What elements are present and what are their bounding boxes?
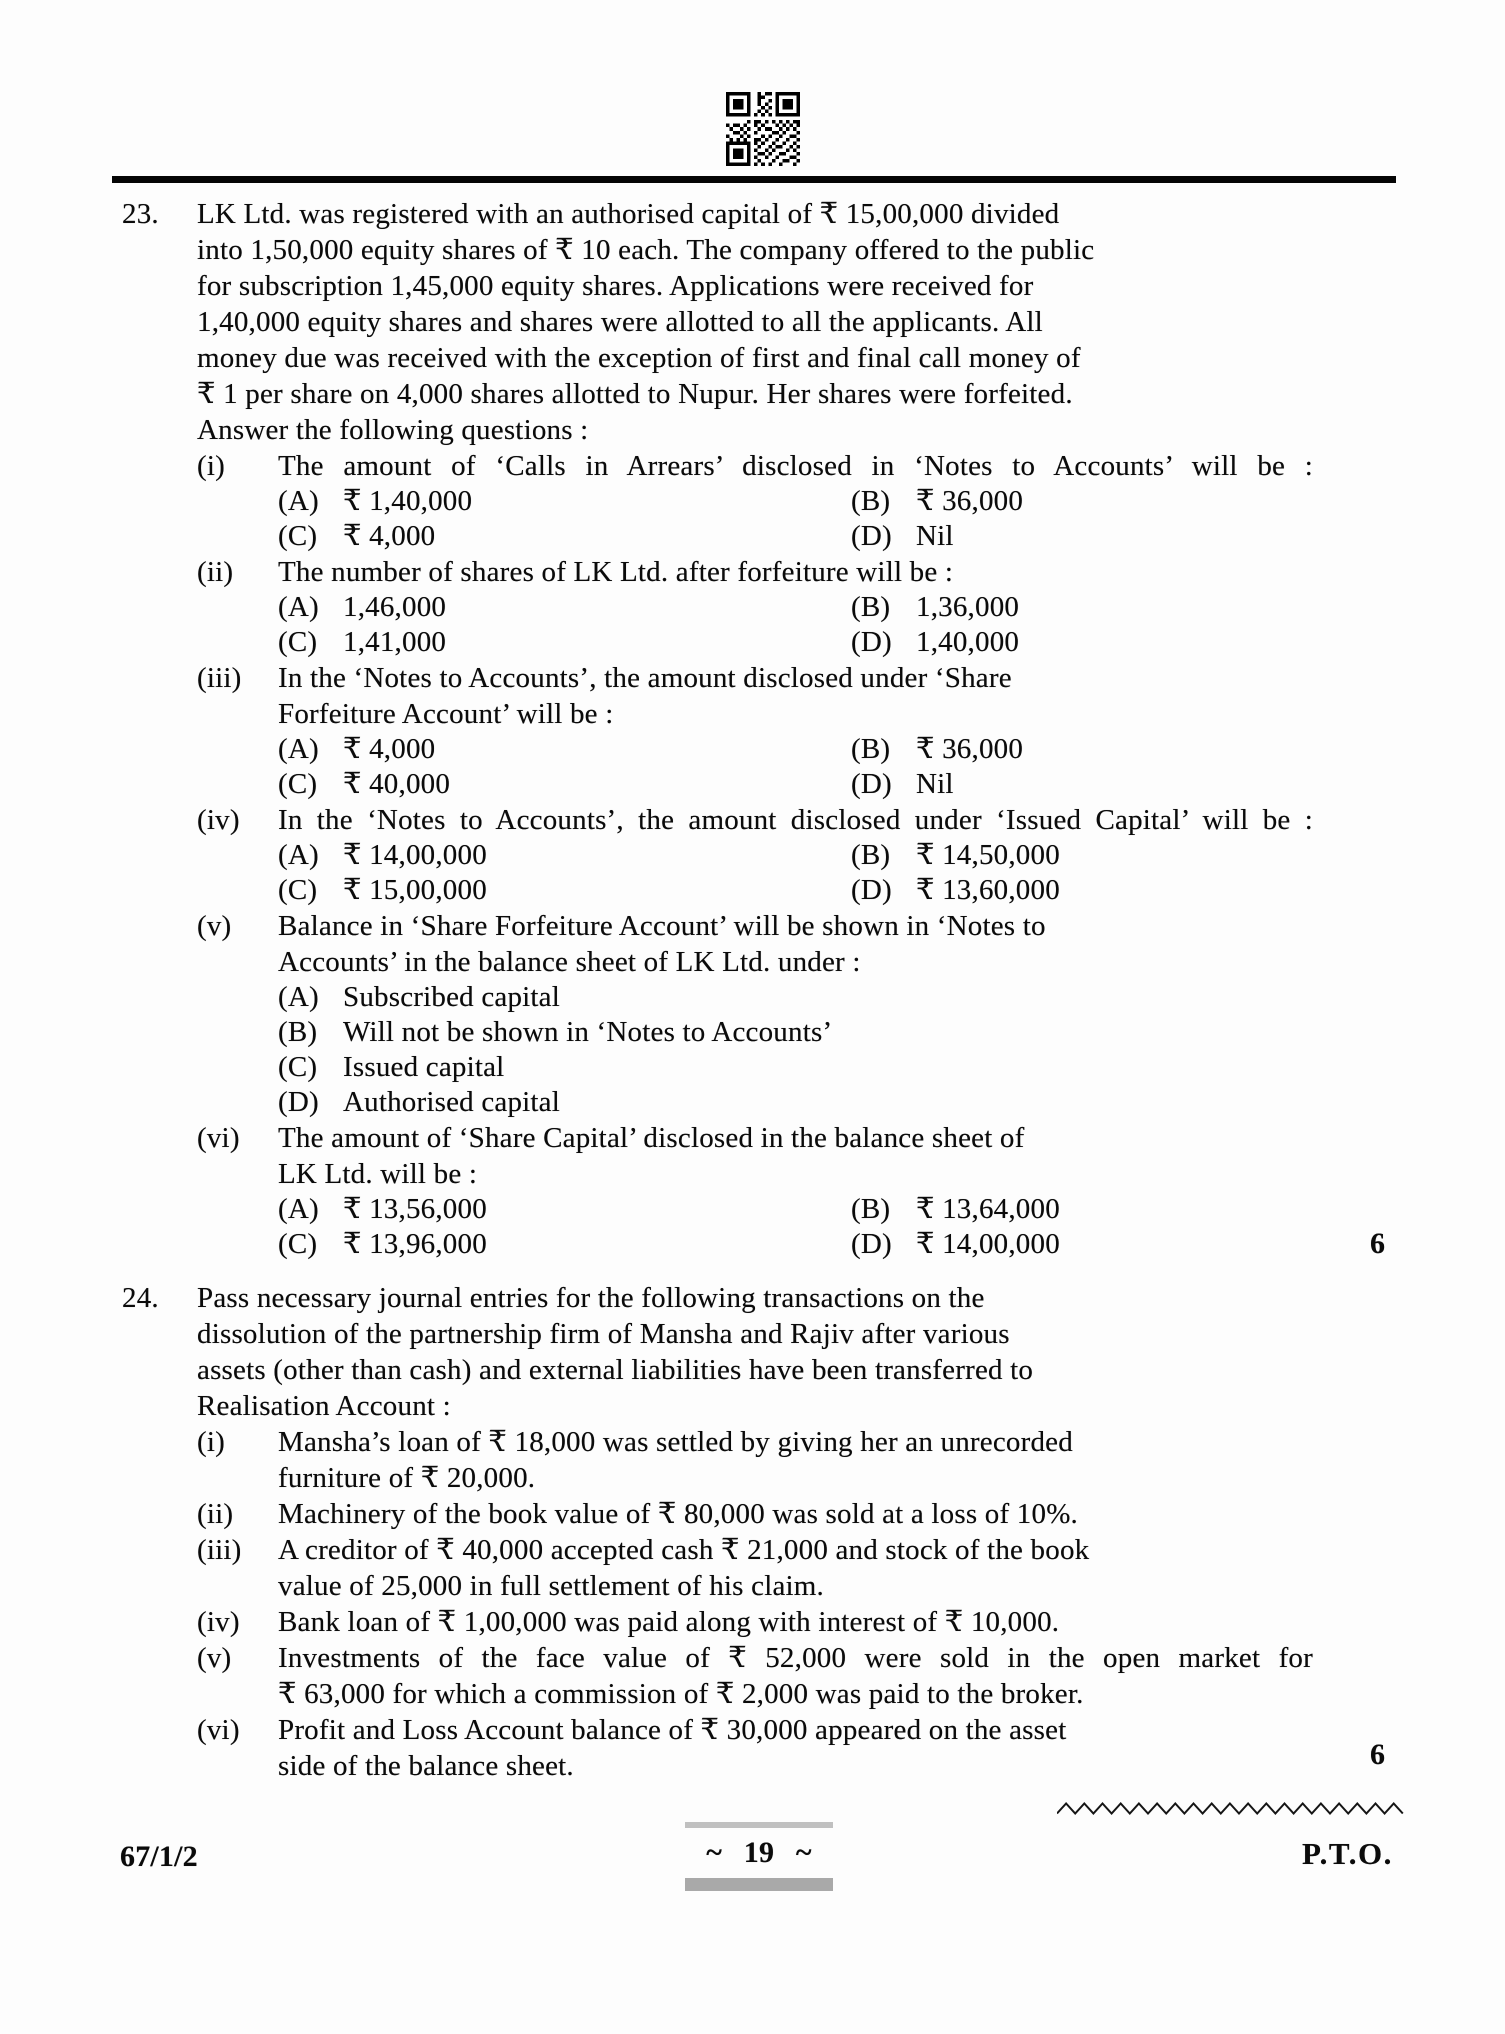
option-label: (C) (278, 1228, 318, 1260)
item-vi (197, 1712, 1313, 1784)
question-23-intro (197, 196, 1313, 412)
text-line: LK Ltd. was registered with an authorised capital of ₹ 15,00,000 divided (197, 198, 1060, 230)
question-23-number: 23. (122, 198, 159, 230)
item-v (197, 1640, 1313, 1712)
option-a (278, 838, 851, 873)
option-label: (D) (851, 874, 892, 906)
item-numeral: (iv) (197, 1606, 240, 1638)
marks-question-23: 6 (1370, 1227, 1386, 1260)
option-value: ₹ 13,64,000 (916, 1193, 1060, 1225)
option-d (851, 767, 1313, 802)
option-label: (C) (278, 768, 318, 800)
option-label: (D) (851, 626, 892, 658)
option-a (278, 732, 851, 767)
option-c (278, 519, 851, 554)
option-c (278, 873, 851, 908)
option-value: ₹ 4,000 (343, 733, 436, 765)
text-line: into 1,50,000 equity shares of ₹ 10 each. The company offered to the public (197, 234, 1095, 266)
option-label: (A) (278, 485, 319, 517)
page-content (122, 196, 1386, 1784)
item-iii (197, 1532, 1313, 1604)
option-label: (D) (851, 768, 892, 800)
text-line: ₹ 1 per share on 4,000 shares allotted to Nupur. Her shares were forfeited. (197, 378, 1073, 410)
option-b (851, 838, 1313, 873)
option-label: (A) (278, 839, 319, 871)
option-value: Authorised capital (343, 1086, 561, 1118)
option-value: ₹ 4,000 (343, 520, 436, 552)
text-line: Realisation Account : (197, 1390, 451, 1422)
option-a (278, 980, 1313, 1015)
sub-question-text (278, 660, 1313, 732)
option-value: ₹ 14,00,000 (343, 839, 487, 871)
item-text (278, 1496, 1313, 1532)
option-value: Subscribed capital (343, 981, 561, 1013)
option-value: ₹ 13,60,000 (916, 874, 1060, 906)
option-label: (C) (278, 1051, 318, 1083)
item-text (278, 1532, 1313, 1604)
text-line: Accounts’ in the balance sheet of LK Ltd. under : (278, 946, 861, 978)
zigzag-divider (1057, 1801, 1404, 1816)
option-d (851, 1227, 1313, 1262)
item-text (278, 1604, 1313, 1640)
option-label: (C) (278, 520, 318, 552)
option-value: Issued capital (343, 1051, 505, 1083)
item-numeral: (vi) (197, 1714, 240, 1746)
text-line: Forfeiture Account’ will be : (278, 698, 614, 730)
options-grid (278, 1192, 1313, 1262)
option-d (278, 1085, 1313, 1120)
item-i (197, 1424, 1313, 1496)
sub-numeral: (i) (197, 450, 225, 482)
options-grid (278, 590, 1313, 660)
options-grid (278, 732, 1313, 802)
top-rule (112, 176, 1396, 183)
item-numeral: (iii) (197, 1534, 242, 1566)
paper-code: 67/1/2 (120, 1840, 198, 1873)
option-label: (D) (851, 1228, 892, 1260)
option-label: (D) (851, 520, 892, 552)
option-label: (C) (278, 874, 318, 906)
item-numeral: (ii) (197, 1498, 234, 1530)
text-line: In the ‘Notes to Accounts’, the amount disclosed under ‘Issued Capital’ will be : (278, 804, 1313, 836)
page-number-block (685, 1822, 833, 1891)
pto-label: P.T.O. (1302, 1836, 1393, 1871)
sub-body (278, 908, 1313, 1120)
answer-prompt: Answer the following questions : (197, 414, 589, 446)
text-line: In the ‘Notes to Accounts’, the amount disclosed under ‘Share (278, 662, 1012, 694)
options-grid (278, 484, 1313, 554)
sub-question-v (197, 908, 1313, 1120)
sub-body (278, 1120, 1313, 1262)
option-b (278, 1015, 1313, 1050)
text-line: Profit and Loss Account balance of ₹ 30,000 appeared on the asset (278, 1714, 1067, 1746)
question-23 (122, 196, 1386, 1262)
text-line: A creditor of ₹ 40,000 accepted cash ₹ 21,000 and stock of the book (278, 1534, 1090, 1566)
option-value: 1,40,000 (916, 626, 1020, 658)
options-list (278, 980, 1313, 1120)
option-value: Nil (916, 520, 954, 552)
option-value: ₹ 14,00,000 (916, 1228, 1060, 1260)
option-d (851, 519, 1313, 554)
page-number: ~ 19 ~ (706, 1836, 812, 1869)
option-c (278, 1050, 1313, 1085)
text-line: money due was received with the exception of first and final call money of (197, 342, 1081, 374)
text-line: Bank loan of ₹ 1,00,000 was paid along with interest of ₹ 10,000. (278, 1606, 1060, 1638)
option-label: (B) (278, 1016, 318, 1048)
option-label: (A) (278, 591, 319, 623)
option-c (278, 625, 851, 660)
text-line: Balance in ‘Share Forfeiture Account’ will be shown in ‘Notes to (278, 910, 1046, 942)
marks-question-24: 6 (1370, 1738, 1386, 1771)
option-label: (B) (851, 485, 891, 517)
option-b (851, 1192, 1313, 1227)
text-line: Pass necessary journal entries for the following transactions on the (197, 1282, 985, 1314)
text-line: 1,40,000 equity shares and shares were allotted to all the applicants. All (197, 306, 1043, 338)
sub-question-ii (197, 554, 1313, 660)
sub-numeral: (v) (197, 910, 232, 942)
option-value: ₹ 13,56,000 (343, 1193, 487, 1225)
sub-question-iii (197, 660, 1313, 802)
sub-numeral: (iii) (197, 662, 242, 694)
option-value: ₹ 14,50,000 (916, 839, 1060, 871)
item-numeral: (v) (197, 1642, 232, 1674)
text-line: value of 25,000 in full settlement of his claim. (278, 1570, 824, 1602)
sub-question-i (197, 448, 1313, 554)
sub-question-text (278, 908, 1313, 980)
text-line: assets (other than cash) and external liabilities have been transferred to (197, 1354, 1034, 1386)
option-label: (A) (278, 733, 319, 765)
item-iv (197, 1604, 1313, 1640)
option-label: (D) (278, 1086, 319, 1118)
option-d (851, 625, 1313, 660)
question-24 (122, 1280, 1386, 1784)
item-numeral: (i) (197, 1426, 225, 1458)
option-value: 1,46,000 (343, 591, 447, 623)
sub-question-vi (197, 1120, 1313, 1262)
option-value: ₹ 13,96,000 (343, 1228, 487, 1260)
option-value: ₹ 40,000 (343, 768, 451, 800)
sub-question-iv (197, 802, 1313, 908)
option-b (851, 732, 1313, 767)
option-a (278, 1192, 851, 1227)
item-ii (197, 1496, 1313, 1532)
text-line: side of the balance sheet. (278, 1750, 574, 1782)
text-line: The amount of ‘Calls in Arrears’ disclosed in ‘Notes to Accounts’ will be : (278, 450, 1313, 482)
option-value: ₹ 15,00,000 (343, 874, 487, 906)
text-line: for subscription 1,45,000 equity shares. Applications were received for (197, 270, 1034, 302)
sub-body (278, 554, 1313, 660)
option-label: (A) (278, 1193, 319, 1225)
sub-body (278, 448, 1313, 554)
option-a (278, 484, 851, 519)
text-line: Machinery of the book value of ₹ 80,000 was sold at a loss of 10%. (278, 1498, 1078, 1530)
text-line: The number of shares of LK Ltd. after forfeiture will be : (278, 556, 954, 588)
sub-numeral: (iv) (197, 804, 240, 836)
option-b (851, 484, 1313, 519)
option-label: (B) (851, 839, 891, 871)
text-line: The amount of ‘Share Capital’ disclosed in the balance sheet of (278, 1122, 1025, 1154)
text-line: Investments of the face value of ₹ 52,000 were sold in the open market for (278, 1642, 1313, 1674)
text-line: furniture of ₹ 20,000. (278, 1462, 536, 1494)
option-label: (B) (851, 1193, 891, 1225)
sub-question-text (278, 448, 1313, 484)
question-24-intro (197, 1280, 1313, 1424)
page-number-bar-bottom (685, 1878, 833, 1891)
option-label: (B) (851, 591, 891, 623)
item-text (278, 1712, 1313, 1784)
option-b (851, 590, 1313, 625)
text-line: Mansha’s loan of ₹ 18,000 was settled by giving her an unrecorded (278, 1426, 1073, 1458)
option-c (278, 1227, 851, 1262)
text-line: LK Ltd. will be : (278, 1158, 478, 1190)
option-c (278, 767, 851, 802)
option-value: ₹ 36,000 (916, 733, 1024, 765)
option-a (278, 590, 851, 625)
options-grid (278, 838, 1313, 908)
sub-question-text (278, 1120, 1313, 1192)
text-line: ₹ 63,000 for which a commission of ₹ 2,000 was paid to the broker. (278, 1678, 1084, 1710)
item-text (278, 1640, 1313, 1712)
option-label: (C) (278, 626, 318, 658)
option-value: ₹ 1,40,000 (343, 485, 473, 517)
question-24-number: 24. (122, 1282, 159, 1314)
sub-numeral: (ii) (197, 556, 234, 588)
option-value: 1,36,000 (916, 591, 1020, 623)
question-23-body (197, 196, 1313, 1262)
option-value: Nil (916, 768, 954, 800)
option-value: Will not be shown in ‘Notes to Accounts’ (343, 1016, 833, 1048)
question-24-body (197, 1280, 1313, 1784)
sub-question-text (278, 554, 1313, 590)
text-line: dissolution of the partnership firm of Mansha and Rajiv after various (197, 1318, 1010, 1350)
option-value: ₹ 36,000 (916, 485, 1024, 517)
qr-code (726, 92, 800, 166)
sub-body (278, 660, 1313, 802)
sub-numeral: (vi) (197, 1122, 240, 1154)
item-text (278, 1424, 1313, 1496)
sub-body (278, 802, 1313, 908)
option-label: (B) (851, 733, 891, 765)
sub-question-text (278, 802, 1313, 838)
option-d (851, 873, 1313, 908)
option-value: 1,41,000 (343, 626, 447, 658)
option-label: (A) (278, 981, 319, 1013)
